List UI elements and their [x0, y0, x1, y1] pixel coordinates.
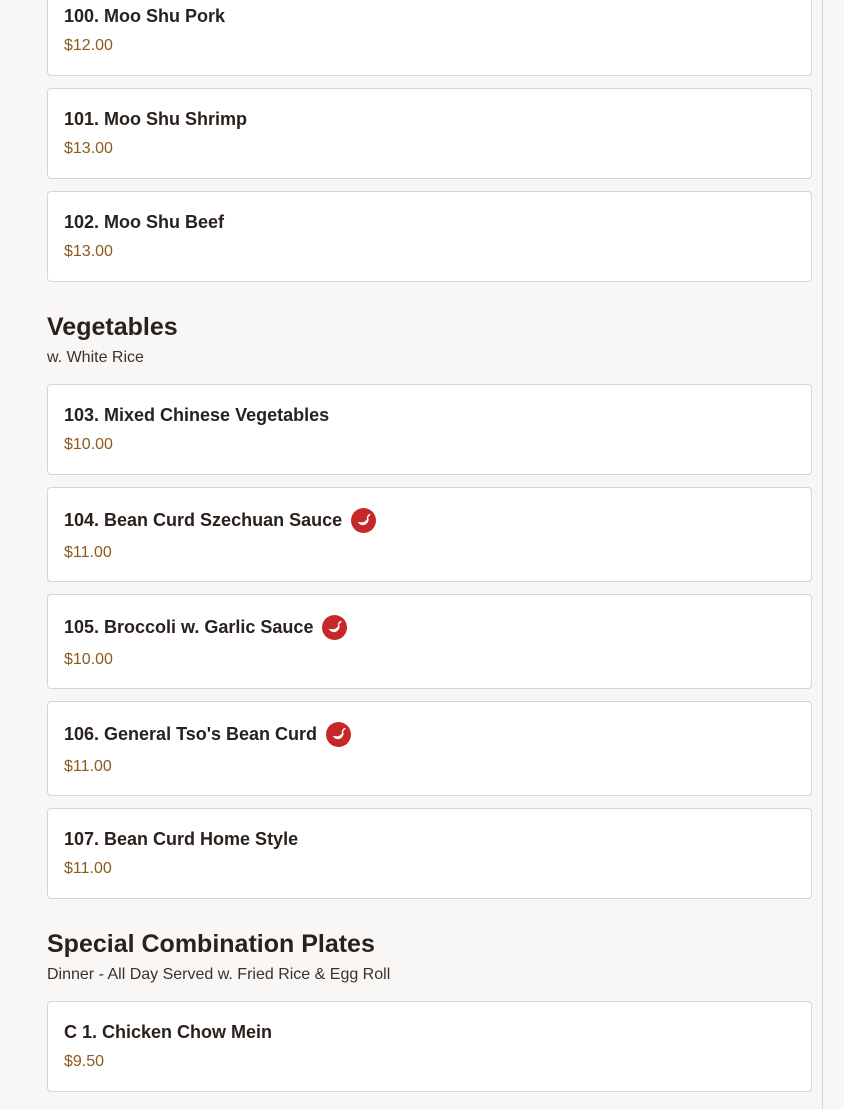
item-name: 102. Moo Shu Beef: [64, 212, 225, 232]
item-name: 104. Bean Curd Szechuan Sauce: [64, 502, 795, 538]
item-price: $11.00: [64, 544, 112, 561]
menu-item-card[interactable]: [47, 0, 812, 76]
menu-item-card[interactable]: [47, 594, 812, 689]
item-name: 106. General Tso's Bean Curd: [64, 716, 795, 752]
item-price: $11.00: [64, 758, 112, 775]
hot-pepper-icon: [326, 722, 351, 747]
menu-item-card[interactable]: [47, 191, 812, 282]
item-name: 105. Broccoli w. Garlic Sauce: [64, 609, 795, 645]
item-name: 107. Bean Curd Home Style: [64, 829, 299, 849]
menu-item-card[interactable]: [47, 701, 812, 796]
section-vegetables: [47, 312, 812, 899]
section-title: Vegetables: [47, 313, 178, 341]
section-moo-shu: [47, 0, 812, 282]
menu-content: [47, 0, 812, 1104]
item-price: $10.00: [64, 651, 113, 668]
item-name: C 1. Chicken Chow Mein: [64, 1022, 273, 1042]
hot-pepper-icon: [322, 615, 347, 640]
menu-item-card[interactable]: [47, 1001, 812, 1092]
item-name: 100. Moo Shu Pork: [64, 6, 226, 26]
item-price: $11.00: [64, 860, 112, 877]
section-special-combination-plates: [47, 929, 812, 1092]
section-title: Special Combination Plates: [47, 930, 375, 958]
item-name: 101. Moo Shu Shrimp: [64, 109, 248, 129]
menu-item-card[interactable]: [47, 487, 812, 582]
item-price: $9.50: [64, 1053, 105, 1070]
hot-pepper-icon: [351, 508, 376, 533]
section-subtitle: Dinner - All Day Served w. Fried Rice & Egg Roll: [47, 966, 391, 983]
menu-item-card[interactable]: [47, 384, 812, 475]
section-subtitle: w. White Rice: [47, 349, 144, 366]
menu-item-card[interactable]: [47, 88, 812, 179]
item-name: 103. Mixed Chinese Vegetables: [64, 405, 330, 425]
item-price: $13.00: [64, 243, 113, 260]
page-divider: [822, 0, 823, 1109]
item-price: $10.00: [64, 436, 113, 453]
item-price: $12.00: [64, 37, 113, 54]
menu-item-card[interactable]: [47, 808, 812, 899]
item-price: $13.00: [64, 140, 113, 157]
